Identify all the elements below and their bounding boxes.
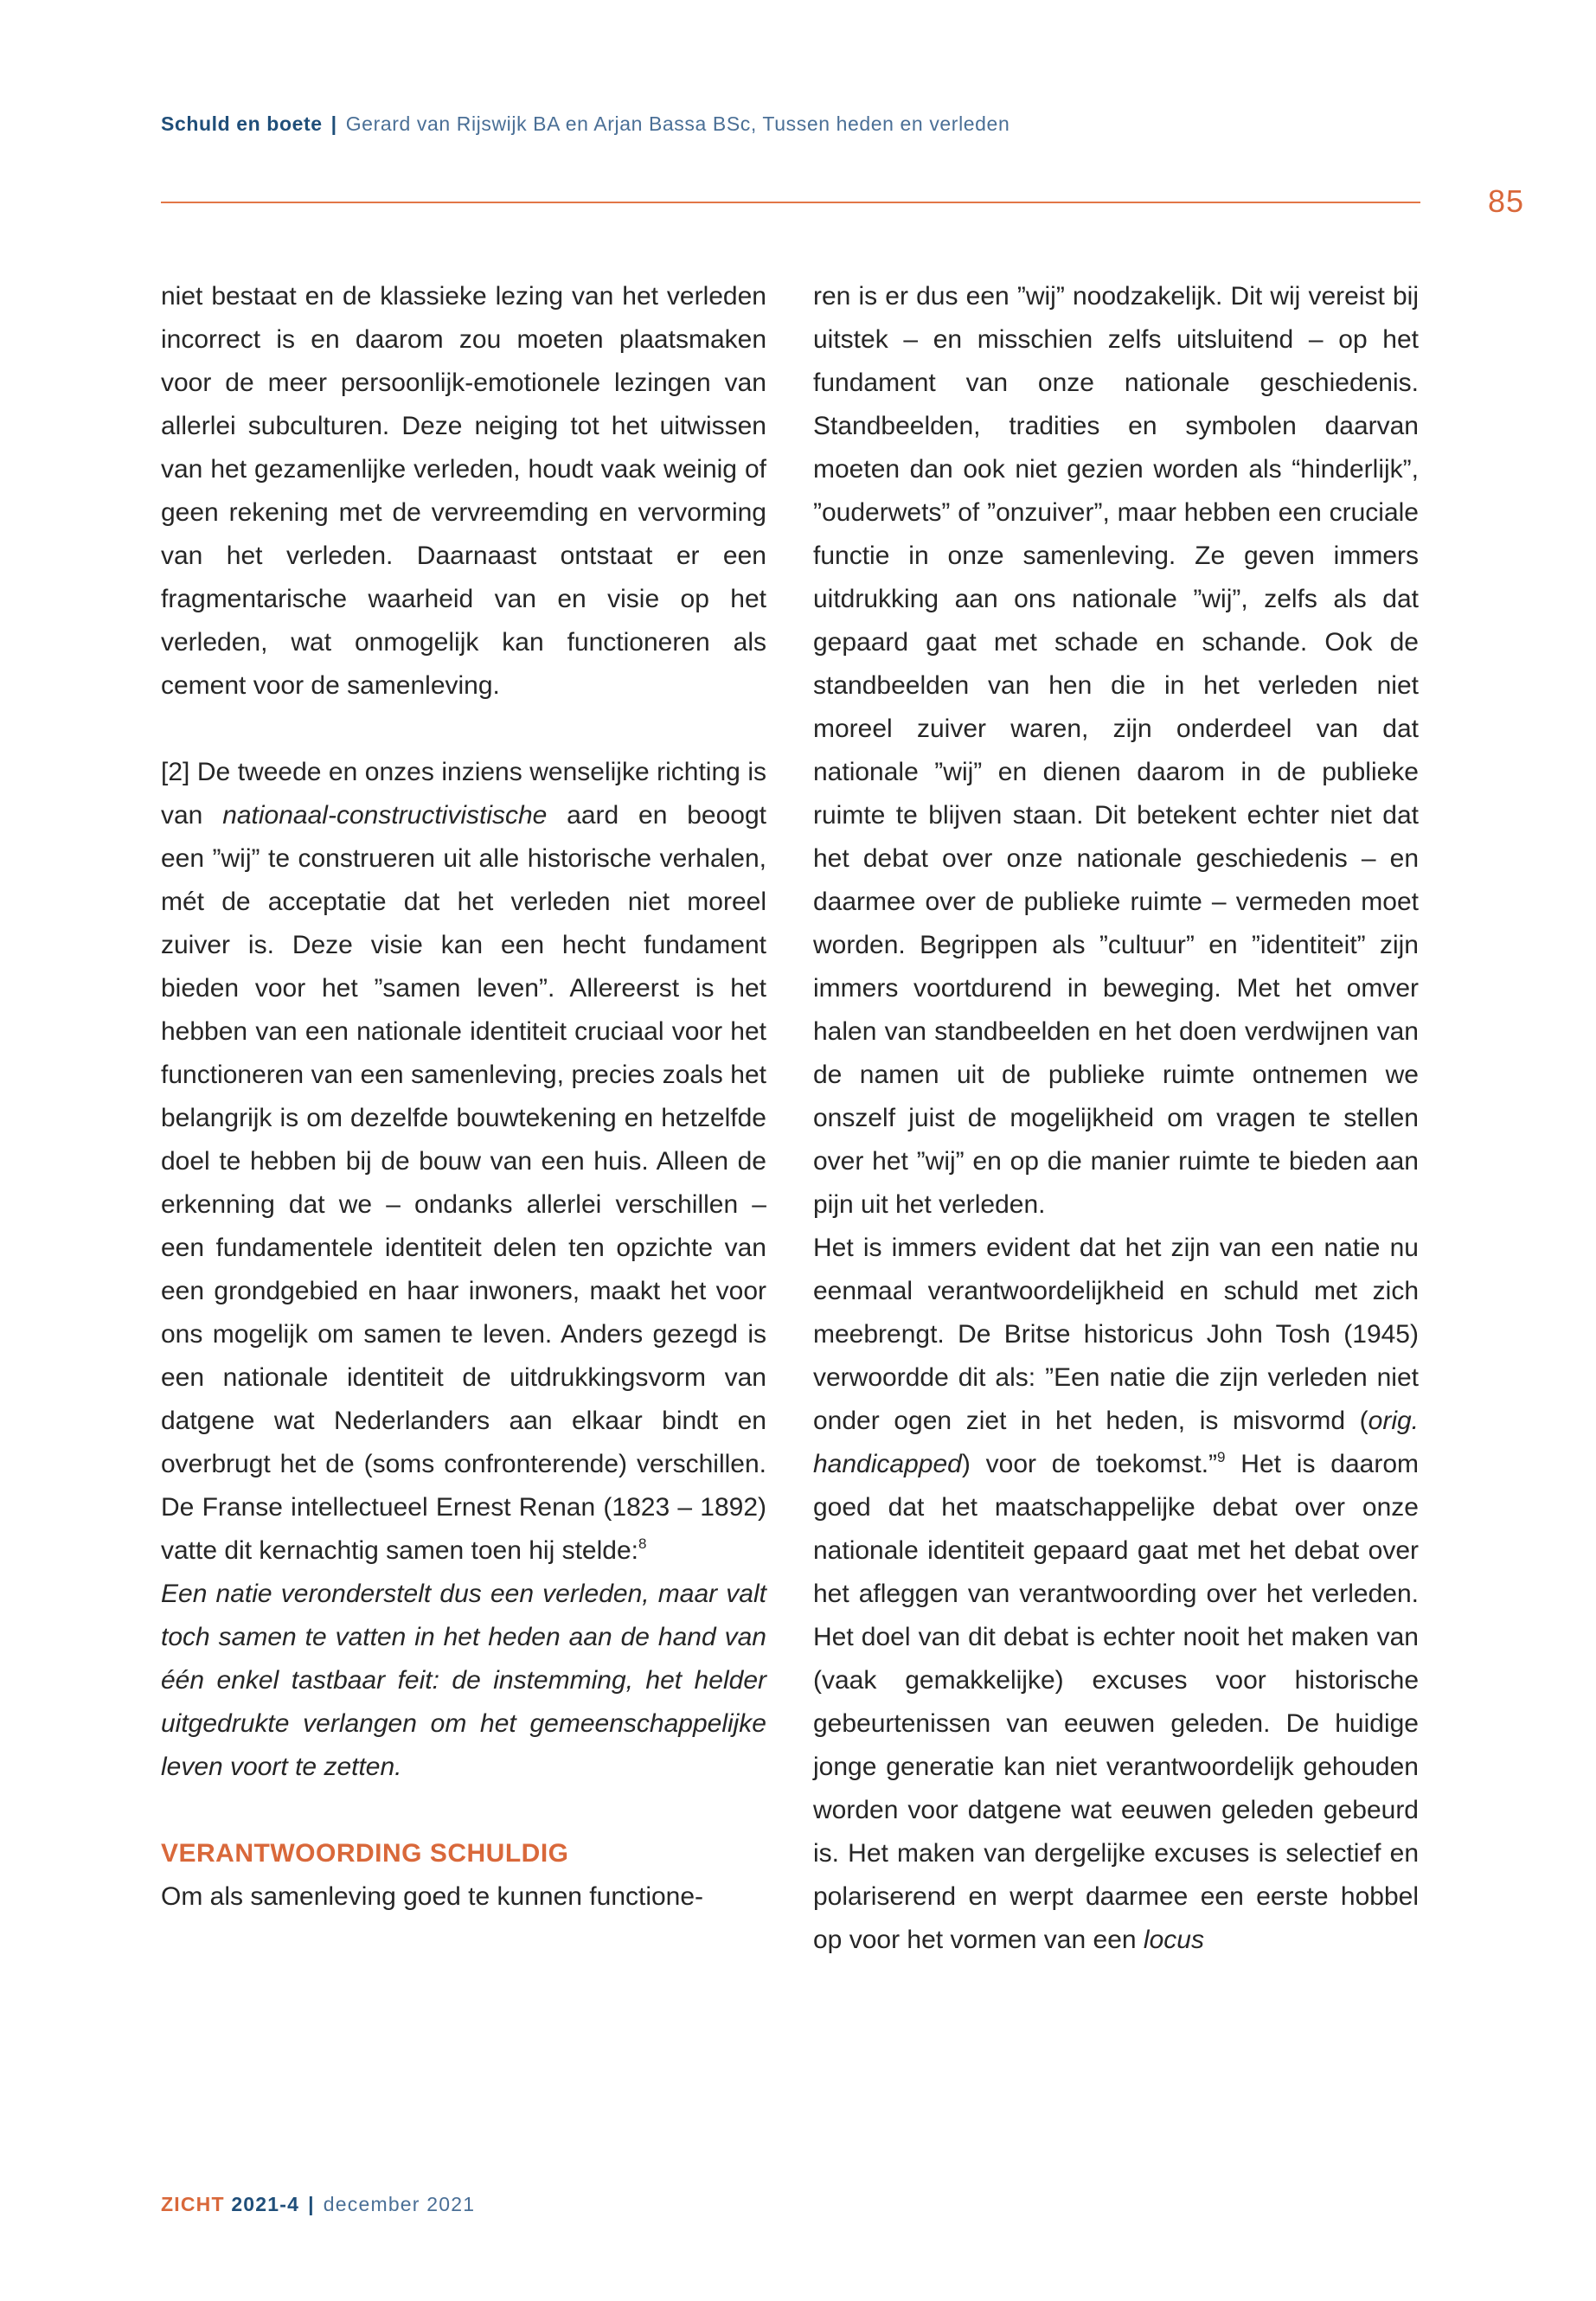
- footer-separator: |: [308, 2193, 315, 2215]
- block-quote: Een natie veronderstelt dus een verleden, maar valt toch samen te vatten in het heden aan de hand van één enkel tastbaar feit: de instemming, het helder uitgedrukte verlangen om het gemeenschappelijke leven voort te zetten.: [161, 1580, 766, 1781]
- section-heading: VERANTWOORDING SCHULDIG: [161, 1839, 569, 1868]
- paragraph: niet bestaat en de klassieke lezing van het verleden incorrect is en daarom zou moeten plaatsmaken voor de meer persoonlijk-emotionele lezingen van allerlei subculturen. Deze neiging tot het uitwissen van het gezamenlijke verleden, houdt vaak weinig of geen rekening met de vervreemding en vervorming van het verleden. Daarnaast ontstaat er een fragmentarische waarheid van en visie op het verleden, wat onmogelijk kan functioneren als cement voor de samenleving.: [161, 282, 766, 700]
- header-separator: |: [330, 112, 337, 135]
- issue-number: 2021-4: [231, 2193, 300, 2215]
- page-number: 85: [1488, 183, 1525, 219]
- article-byline: Gerard van Rijswijk BA en Arjan Bassa BSc, Tussen heden en verleden: [345, 112, 1010, 135]
- footnote-ref: 8: [638, 1535, 647, 1553]
- footnote-ref: 9: [1217, 1449, 1226, 1466]
- paragraph: Het is immers evident dat het zijn van een natie nu eenmaal verantwoordelijkheid en schuld met zich meebrengt. De Britse historicus John Tosh (1945) verwoordde dit als: ”Een natie die zijn verleden niet onder ogen ziet in het heden, is misvormd (orig. handicapped) voor de toekomst.”$^9$ Het is daarom goed dat het maatschappelijke debat over onze nationale identiteit gepaard gaat met het debat over het afleggen van verantwoording over het verleden. Het doel van dit debat is echter nooit het maken van (vaak gemakkelijke) excuses voor historische gebeurtenissen van eeuwen geleden. De huidige jonge generatie kan niet verantwoordelijk gehouden worden voor datgene wat eeuwen geleden gebeurd is. Het maken van dergelijke excuses is selectief en polariserend en werpt daarmee een eerste hobbel op voor het vormen van een locus: [813, 1234, 1420, 1954]
- running-footer: [161, 2193, 475, 2216]
- journal-section-title: Schuld en boete: [161, 112, 323, 135]
- paragraph: ren is er dus een ”wij” noodzakelijk. Dit wij vereist bij uitstek – en misschien zelfs uitsluitend – op het fundament van onze nationale geschiedenis. Standbeelden, tradities en symbolen daarvan moeten dan ook niet gezien worden als “hinderlijk”, ”ouderwets” of ”onzuiver”, maar hebben een cruciale functie in onze samenleving. Ze geven immers uitdrukking aan ons nationale ”wij”, zelfs als dat gepaard gaat met schade en schande. Ook de standbeelden van hen die in het verleden niet moreel zuiver waren, zijn onderdeel van dat nationale ”wij” en dienen daarom in de publieke ruimte te blijven staan. Dit betekent echter niet dat het debat over onze nationale geschiedenis – en daarmee over de publieke ruimte – vermeden moet worden. Begrippen als ”cultuur” en ”identiteit” zijn immers voortdurend in beweging. Met het omver halen van standbeelden en het doen verdwijnen van de namen uit de publieke ruimte ontnemen we onszelf juist de mogelijkheid om vragen te stellen over het ”wij” en op die manier ruimte te bieden aan pijn uit het verleden.: [813, 282, 1419, 1219]
- issue-date: december 2021: [323, 2193, 476, 2215]
- left-column: [161, 275, 766, 1919]
- running-header: [161, 112, 1010, 136]
- header-rule: [161, 202, 1420, 203]
- paragraph: [2] De tweede en onzes inziens wenselijke richting is van nationaal-constructivistische aard en beoogt een ”wij” te construeren uit alle historische verhalen, mét de acceptatie dat het verleden niet moreel zuiver is. Deze visie kan een hecht fundament bieden voor het ”samen leven”. Allereerst is het hebben van een nationale identiteit cruciaal voor het functioneren van een samenleving, precies zoals het belangrijk is om dezelfde bouwtekening en hetzelfde doel te hebben bij de bouw van een huis. Alleen de erkenning dat we – ondanks allerlei verschillen – een fundamentele identiteit delen ten opzichte van een grondgebied en haar inwoners, maakt het voor ons mogelijk om samen te leven. Anders gezegd is een nationale identiteit de uitdrukkingsvorm van datgene wat Nederlanders aan elkaar bindt en overbrugt het de (soms confronterende) verschillen. De Franse intellectueel Ernest Renan (1823 – 1892) vatte dit kernachtig samen toen hij stelde:$^8$: [161, 758, 766, 1565]
- right-column: [813, 275, 1419, 1962]
- paragraph: Om als samenleving goed te kunnen functione-: [161, 1882, 704, 1911]
- magazine-name: ZICHT: [161, 2193, 225, 2215]
